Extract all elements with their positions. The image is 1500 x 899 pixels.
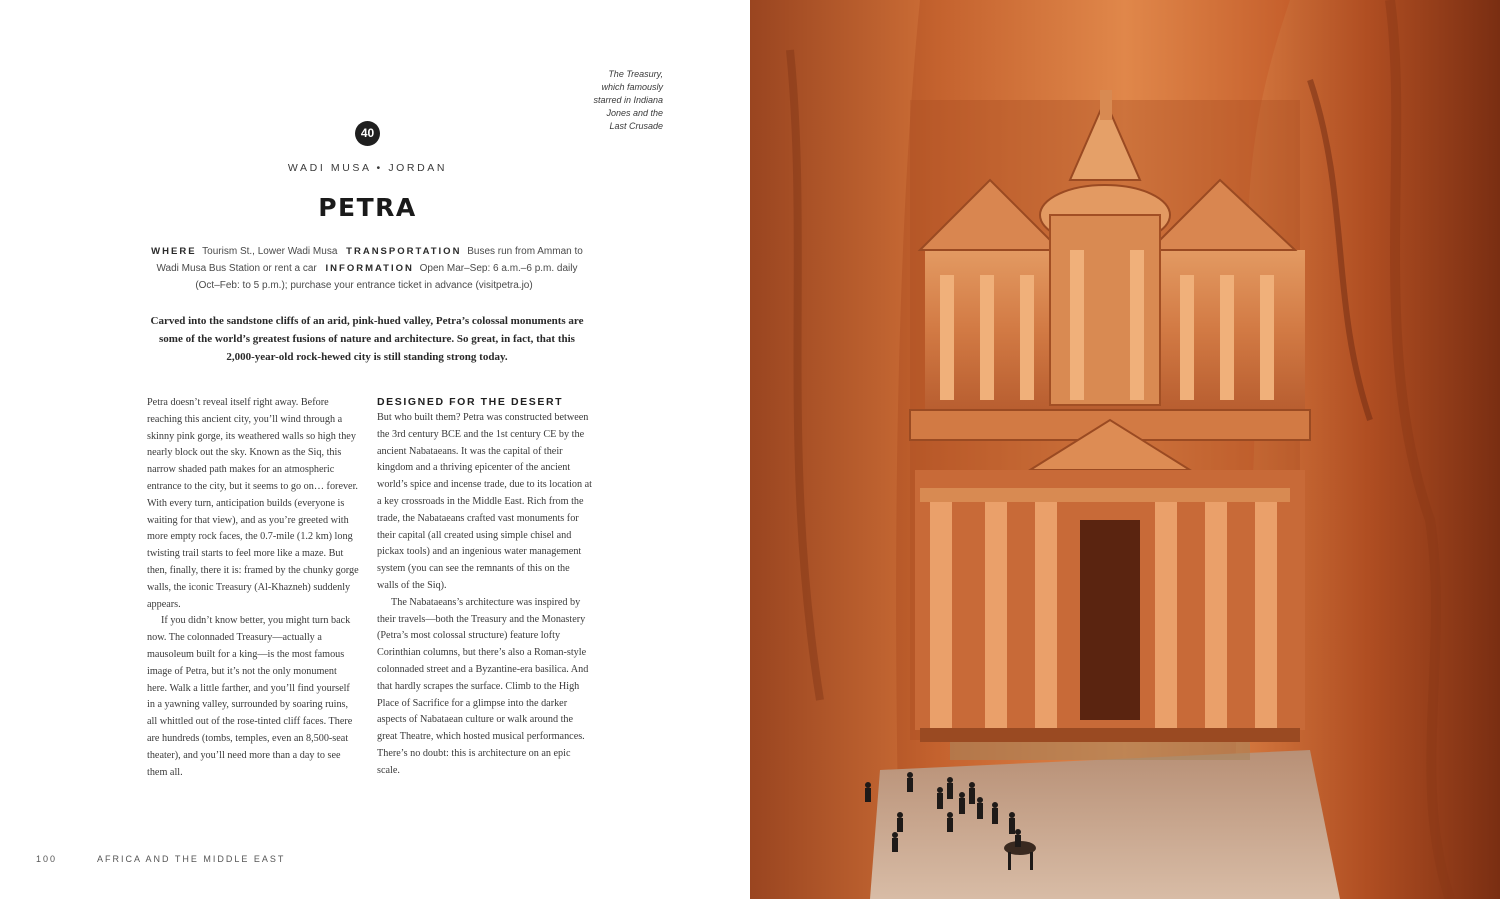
caption-line: starred in Indiana — [593, 95, 663, 105]
intro-paragraph: Carved into the sandstone cliffs of an arid, pink-hued valley, Petra’s colossal monuments are some of the world’s greatest fusions of nature and architecture. So great, in fact, that this 2,000-year-old rock-hewed city is still standing strong today. — [150, 315, 584, 363]
photo-caption — [560, 68, 663, 133]
body-paragraph: Petra doesn’t reveal itself right away. Before reaching this ancient city, you’ll wind through a skinny pink gorge, its weathered walls so high they nearly block out the sky. Known as the Siq, this narrow shaded path makes for an atmospheric entrance to the city, but it seems to go on… forever. With every turn, anticipation builds (everyone is waiting for that view), and as you’re greeted with more empty rock faces, the 0.7-mile (1.2 km) long twisting trail starts to feel more like a maze. But then, finally, there it is: framed by the chunky gorge walls, the iconic Treasury (Al-Khazneh) suddenly appears. — [147, 397, 359, 610]
doorway — [1080, 520, 1140, 720]
body-column-right — [377, 395, 592, 780]
page-number: 100 — [36, 854, 58, 864]
where-label: WHERE — [151, 246, 197, 257]
location-kicker: WADI MUSA • JORDAN — [287, 162, 448, 174]
page-title: PETRA — [318, 193, 417, 222]
body-column-left — [147, 395, 359, 781]
body-paragraph: If you didn’t know better, you might turn back now. The colonnaded Treasury—actually a mausoleum built for a king—is the most famous image of Petra, but it’s not the only monument here. Walk a little farther, and you’ll find yourself in a yawning valley, surrounded by soaring ruins, all whittled out of the rose-tinted cliff faces. There are hundreds (tombs, temples, even an 8,500-seat theater), and you’ll need more than a day to see them all. — [147, 615, 353, 778]
info-box — [150, 243, 584, 294]
caption-line: The Treasury, — [608, 69, 663, 79]
body-paragraph: But who built them? Petra was constructed between the 3rd century BCE and the 1st century CE by the ancient Nabataeans. It was the capital of their kingdom and a thriving epicenter of the ancient world’s spice and incense trade, due to its location at a key crossroads in the Middle East. Rich from the trade, the Nabataeans crafted vast monuments for their capital (all created using simple chisel and pickax tools) and an ingenious water management system (you can see the remnants of this on the walls of the Siq). — [377, 412, 593, 591]
caption-line: Jones and the — [606, 108, 663, 118]
transportation-label: TRANSPORTATION — [346, 246, 462, 257]
ground — [870, 750, 1340, 899]
where-value: Tourism St., Lower Wadi Musa — [202, 246, 338, 257]
entry-number-badge: 40 — [355, 121, 380, 146]
section-subheading: DESIGNED FOR THE DESERT — [377, 396, 564, 408]
information-value: Open Mar–Sep: 6 a.m.–6 p.m. daily (Oct–Feb: to 5 p.m.); purchase your entrance ticket in advance (visitpetra.jo) — [195, 263, 578, 291]
caption-line: Last Crusade — [609, 121, 663, 131]
treasury-illustration — [750, 0, 1500, 899]
left-cliff — [750, 0, 920, 899]
treasury-photo — [750, 0, 1500, 899]
section-name: AFRICA AND THE MIDDLE EAST — [97, 854, 286, 864]
information-label: INFORMATION — [325, 263, 414, 274]
caption-line: which famously — [601, 82, 663, 92]
transportation-value: Buses run from Amman to Wadi Musa Bus Station or rent a car — [156, 246, 583, 274]
page-footer — [36, 854, 285, 864]
body-paragraph: The Nabataeans’s architecture was inspired by their travels—both the Treasury and the Monastery (Petra’s most colossal structure) feature lofty Corinthian columns, but there’s also a Roman-style colonnaded street and a Byzantine-era basilica. And that hardly scrapes the surface. Climb to the High Place of Sacrifice for a glimpse into the darker aspects of Nabataean culture or walk around the great Theatre, which hosted musical performances. There’s no doubt: this is architecture on an epic scale. — [377, 596, 589, 776]
